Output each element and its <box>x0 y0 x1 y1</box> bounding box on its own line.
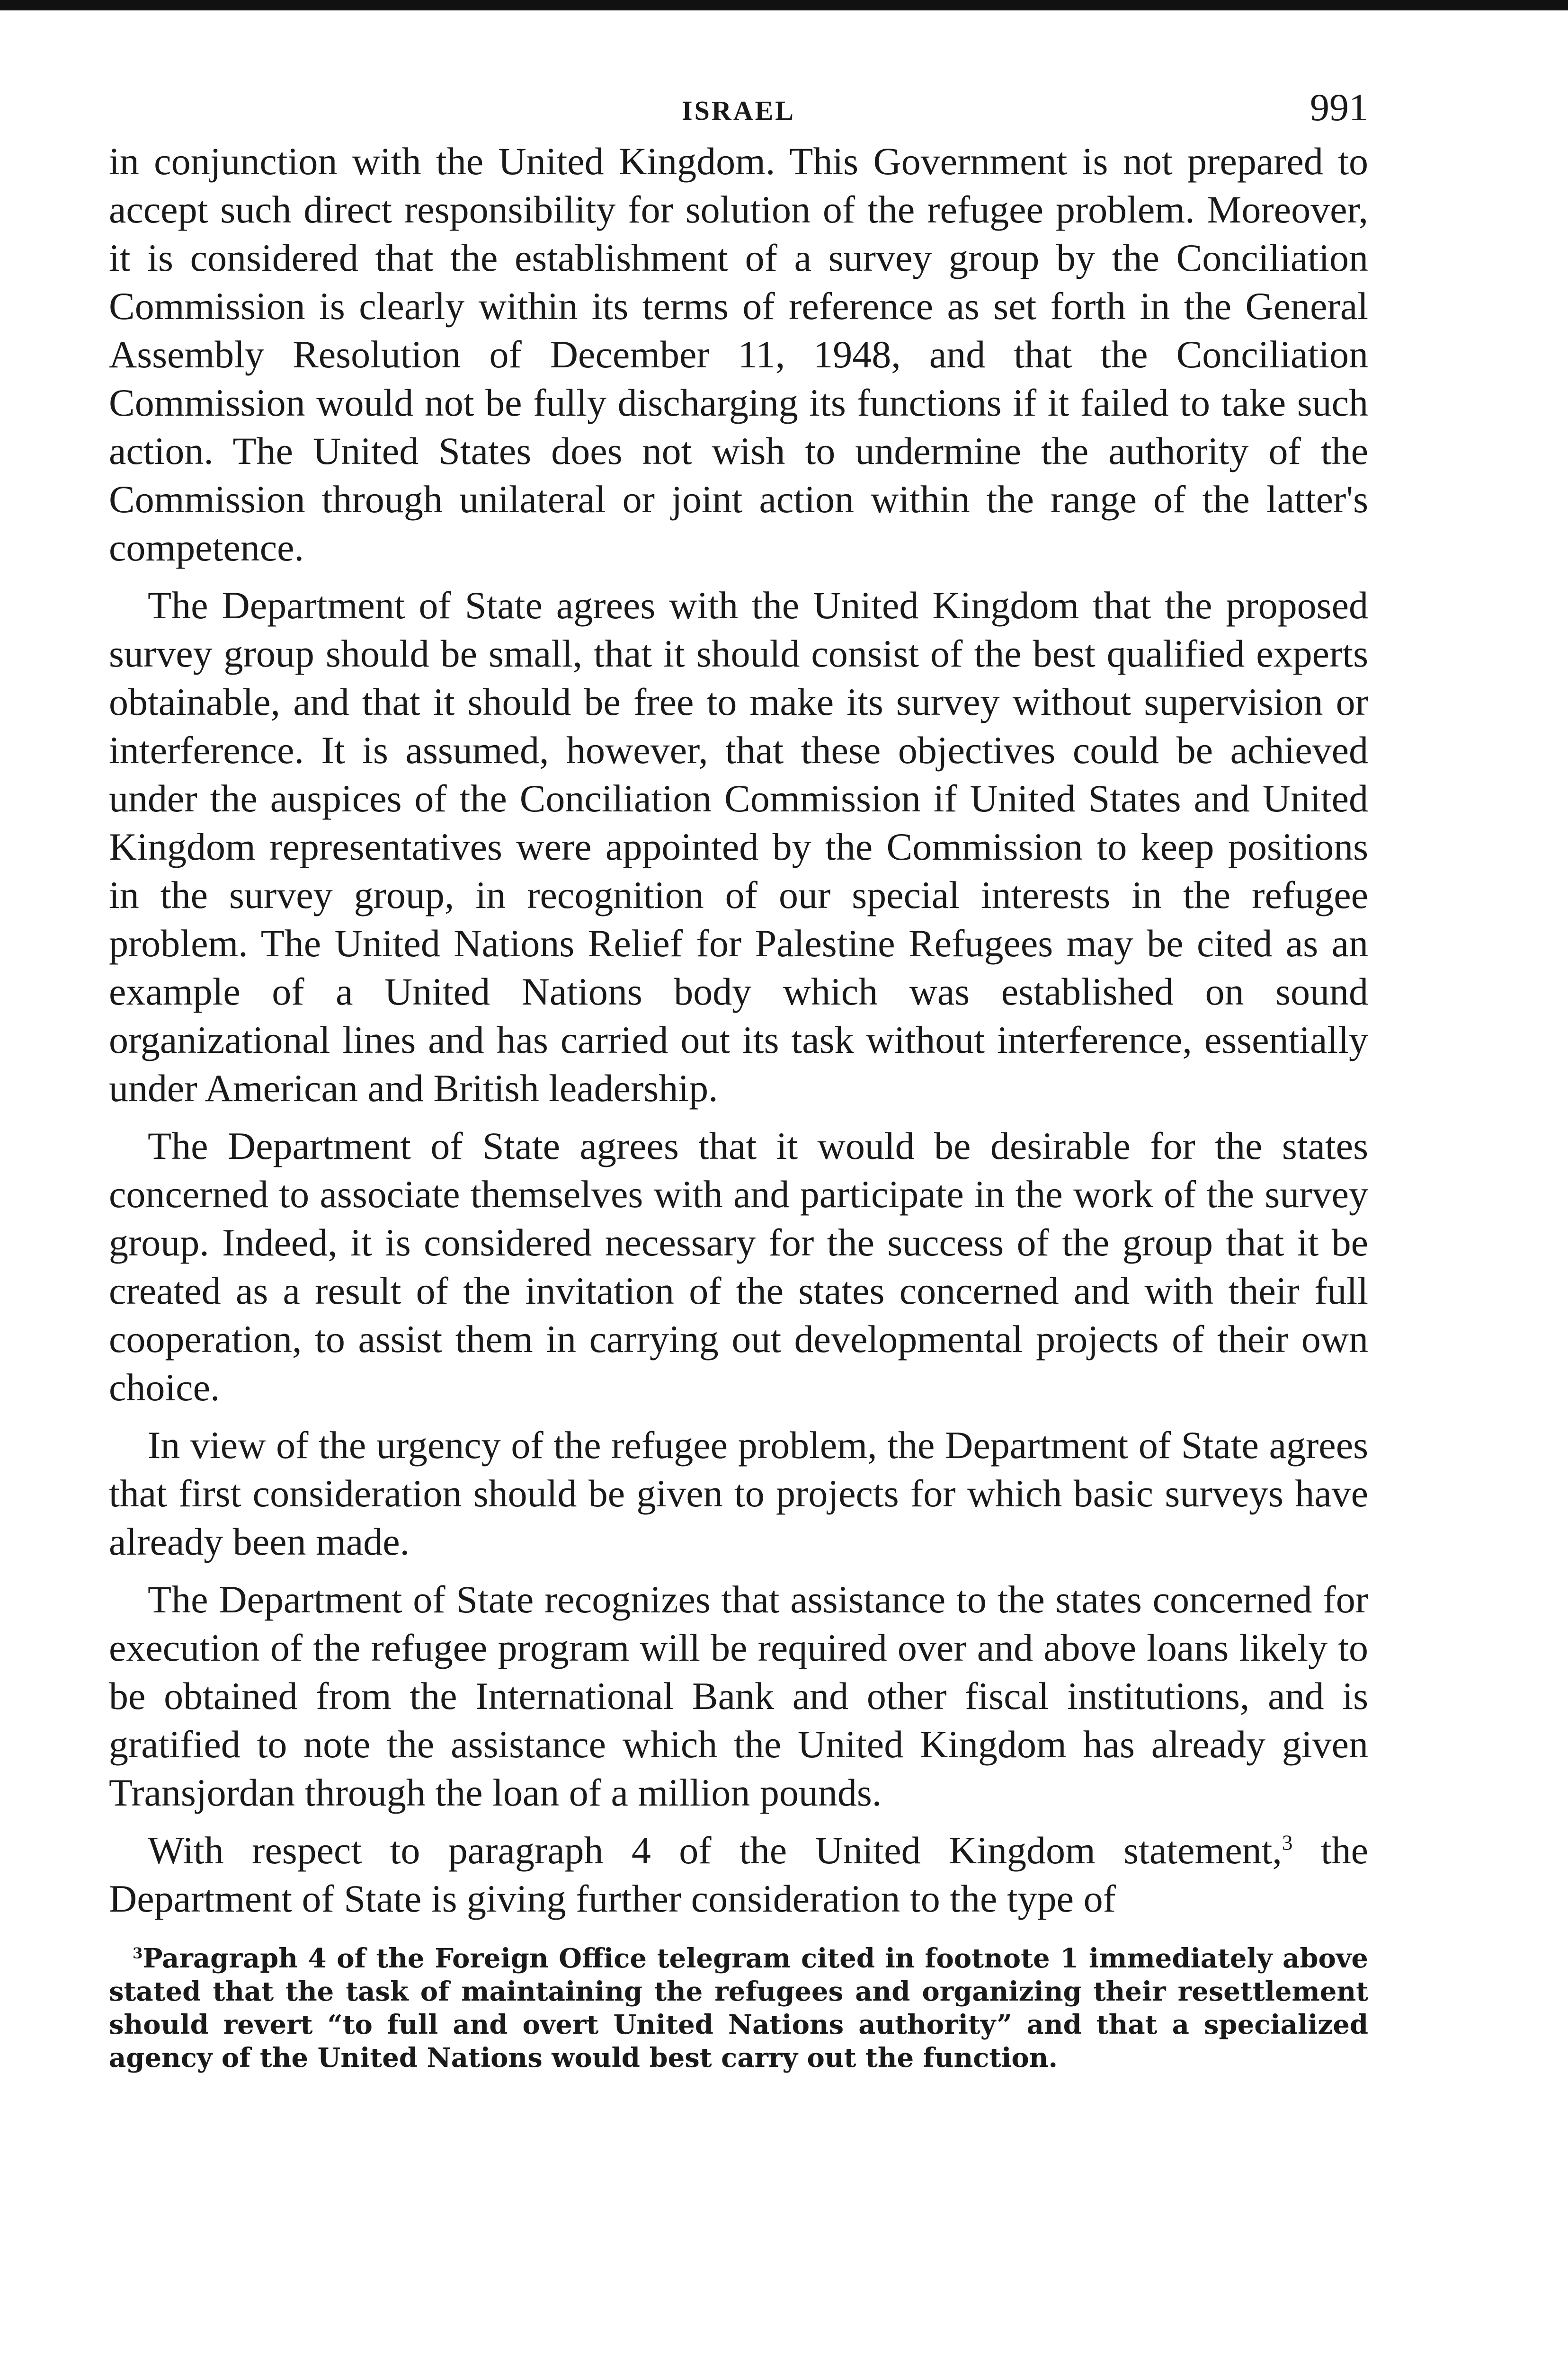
running-title: ISRAEL <box>682 95 795 126</box>
running-header <box>109 85 1368 137</box>
footnote-marker: 3 <box>133 1945 143 1962</box>
paragraph-last <box>109 1826 1368 1923</box>
paragraph-continued: in conjunction with the United Kingdom. This Government is not prepared to accept such direct responsibility for solution of the refugee problem. Moreover, it is considered that the establishment of a survey group by the Conciliation Commission is clearly within its terms of reference as set forth in the General Assembly Resolution of December 11, 1948, and that the Conciliation Commission would not be fully discharging its functions if it failed to take such action. The United States does not wish to undermine the authority of the Commission through unilateral or joint action within the range of the latter's competence. <box>109 140 1368 569</box>
paragraph-text: the Department of State is giving further consideration to the type of <box>109 1829 1368 1920</box>
footnote <box>109 1942 1368 2074</box>
paragraph: The Department of State agrees that it would be desirable for the states concerned to associate themselves with and participate in the work of the survey group. Indeed, it is considered necessary for the success of the group that it be created as a result of the invitation of the states concerned and with their full cooperation, to assist them in carrying out developmental projects of their own choice. <box>109 1124 1368 1409</box>
paragraph: The Department of State recognizes that assistance to the states concerned for execution of the refugee program will be required over and above loans likely to be obtained from the International Bank and other fiscal institutions, and is gratified to note the assistance which the United Kingdom has already given Transjordan through the loan of a million pounds. <box>109 1578 1368 1814</box>
paragraph-text: With respect to paragraph 4 of the United Kingdom statement, <box>148 1829 1282 1872</box>
footnotes <box>109 1942 1368 2074</box>
paragraph: In view of the urgency of the refugee problem, the Department of State agrees that first consideration should be given to projects for which basic surveys have already been made. <box>109 1424 1368 1563</box>
paragraph: The Department of State agrees with the United Kingdom that the proposed survey group should be small, that it should consist of the best qualified experts obtainable, and that it should be free to make its survey without supervision or interference. It is assumed, however, that these objectives could be achieved under the auspices of the Conciliation Commission if United States and United Kingdom representatives were appointed by the Commission to keep positions in the survey group, in recognition of our special interests in the refugee problem. The United Nations Relief for Palestine Refugees may be cited as an example of a United Nations body which was established on sound organizational lines and has carried out its task without interference, essentially under American and British leadership. <box>109 584 1368 1110</box>
footnote-reference: 3 <box>1282 1831 1293 1855</box>
page-top-edge <box>0 0 1568 10</box>
document-page <box>109 85 1368 2074</box>
body-text <box>109 137 1368 1923</box>
page-number: 991 <box>1310 86 1368 129</box>
footnote-text: Paragraph 4 of the Foreign Office telegram cited in footnote 1 immediately above stated that the task of maintaining the refugees and organizing their resettlement should revert “to full and overt United Nations authority” and that a specialized agency of the United Nations would best carry out the function. <box>109 1943 1368 2073</box>
